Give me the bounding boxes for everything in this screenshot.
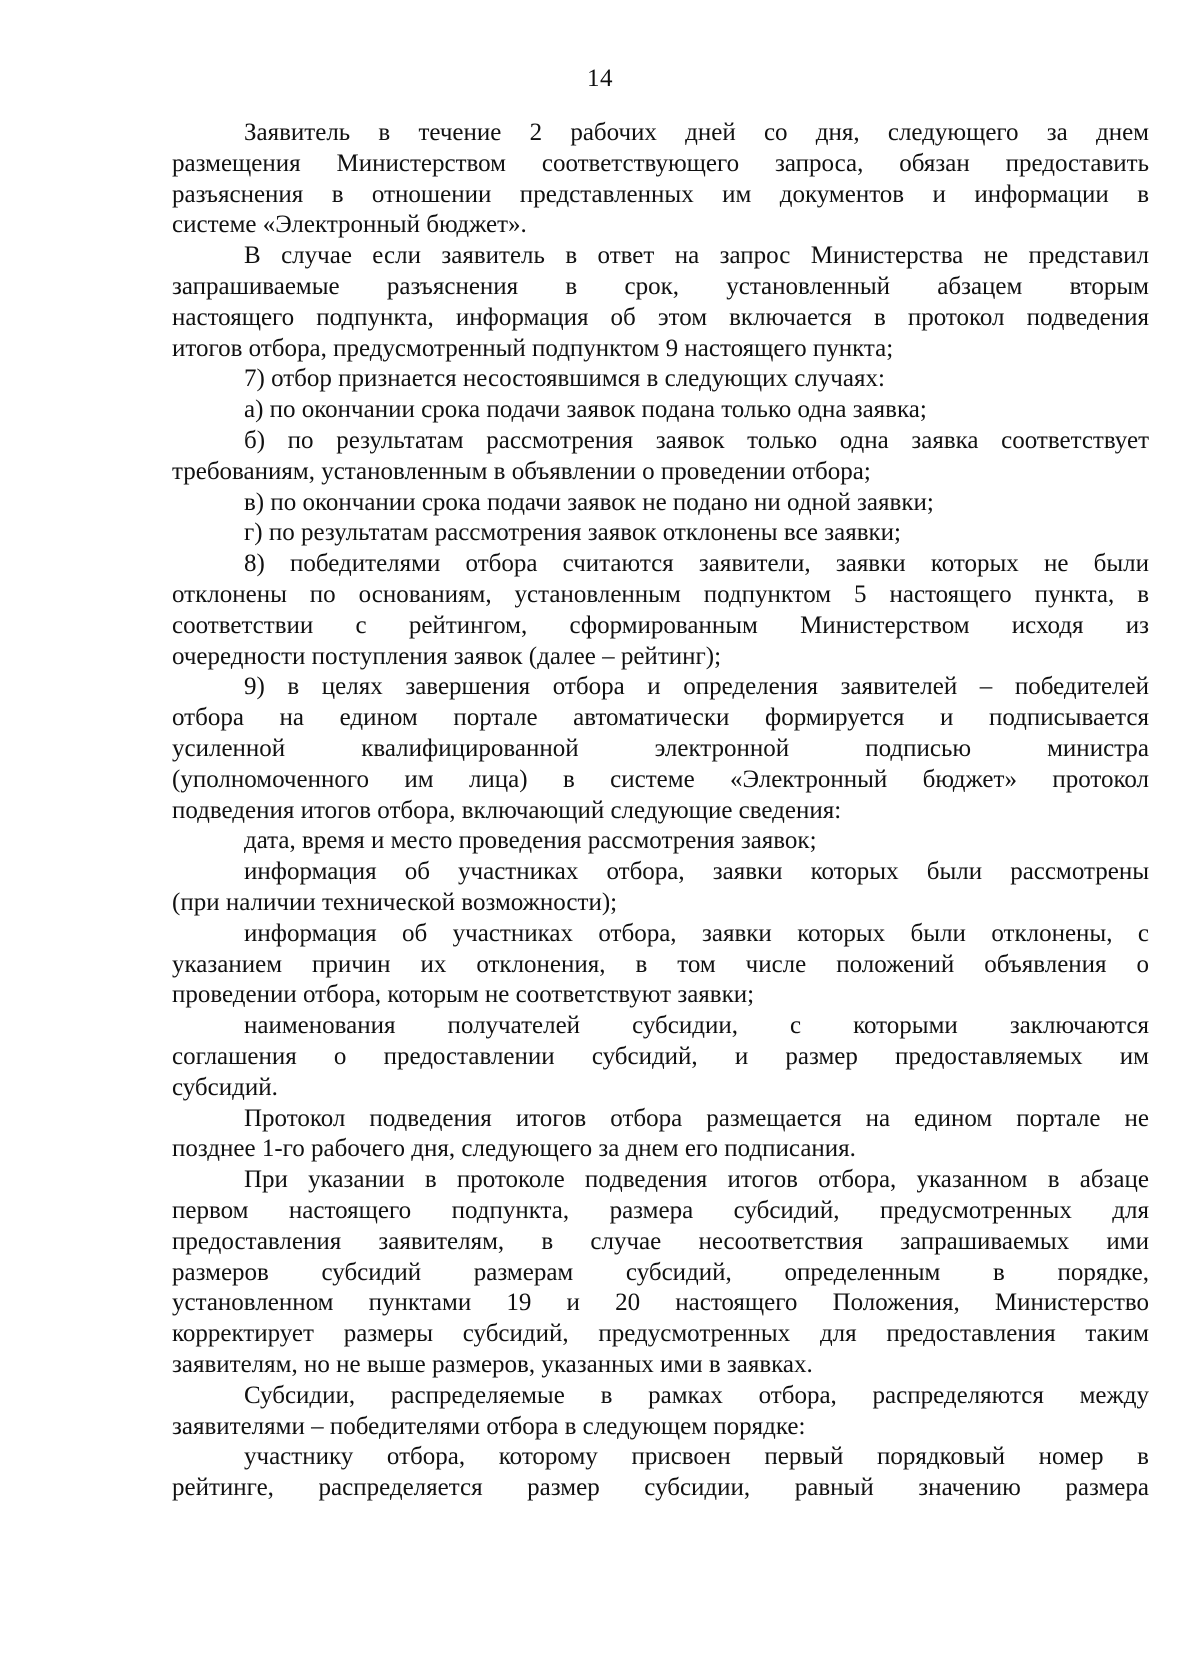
text-line: позднее 1-го рабочего дня, следующего за днем его подписания. (172, 1135, 856, 1163)
text-line: разъяснения в отношении представленных им документов и информации в (172, 180, 1149, 208)
text-line: В случае если заявитель в ответ на запрос Министерства не представил (244, 242, 1149, 270)
text-line: первом настоящего подпункта, размера субсидий, предусмотренных для (172, 1197, 1149, 1224)
text-line: настоящего подпункта, информация об этом включается в протокол подведения (172, 303, 1149, 331)
text-line: соответствии с рейтингом, сформированным Министерством исходя из (172, 611, 1149, 639)
text-line: информация об участниках отбора, заявки которых были отклонены, с (244, 919, 1149, 947)
text-line: размеров субсидий размерам субсидий, определенным в порядке, (172, 1258, 1149, 1286)
text-line: отбора на едином портале автоматически формируется и подписывается (172, 704, 1149, 732)
text-line: Субсидии, распределяемые в рамках отбора, распределяются между (244, 1381, 1149, 1409)
text-line: информация об участниках отбора, заявки которых были рассмотрены (244, 858, 1149, 886)
text-line: подведения итогов отбора, включающий следующие сведения: (172, 796, 842, 824)
text-line: в) по окончании срока подачи заявок не подано ни одной заявки; (244, 488, 934, 516)
text-line: г) по результатам рассмотрения заявок отклонены все заявки; (244, 519, 901, 547)
text-line: (уполномоченного им лица) в системе «Электронный бюджет» протокол (172, 765, 1149, 793)
text-line: предоставления заявителям, в случае несоответствия запрашиваемых ими (172, 1227, 1149, 1255)
text-line: Протокол подведения итогов отбора размещается на едином портале не (244, 1104, 1149, 1132)
text-line: 9) в целях завершения отбора и определения заявителей – победителей (244, 673, 1149, 701)
text-line: (при наличии технической возможности); (172, 889, 618, 916)
text-line: заявителям, но не выше размеров, указанных ими в заявках. (172, 1351, 813, 1378)
text-line: участнику отбора, которому присвоен первый порядковый номер в (244, 1443, 1149, 1471)
text-line: очередности поступления заявок (далее – рейтинг); (172, 642, 722, 670)
text-line: итогов отбора, предусмотренный подпунктом 9 настоящего пункта; (172, 334, 894, 362)
text-line: 7) отбор признается несостоявшимся в следующих случаях: (244, 365, 885, 393)
text-line: отклонены по основаниям, установленным подпунктом 5 настоящего пункта, в (172, 581, 1149, 608)
text-line: системе «Электронный бюджет». (172, 211, 527, 239)
text-line: дата, время и место проведения рассмотрения заявок; (244, 827, 817, 855)
text-line: проведении отбора, которым не соответствуют заявки; (172, 981, 755, 1009)
text-line: указанием причин их отклонения, в том числе положений объявления о (172, 950, 1149, 978)
text-line: корректирует размеры субсидий, предусмотренных для предоставления таким (172, 1320, 1149, 1348)
text-line: усиленной квалифицированной электронной подписью министра (172, 735, 1149, 762)
text-line: а) по окончании срока подачи заявок подана только одна заявка; (244, 396, 927, 424)
text-line: требованиям, установленным в объявлении о проведении отбора; (172, 457, 871, 485)
text-line: б) по результатам рассмотрения заявок только одна заявка соответствует (244, 427, 1149, 454)
page-number: 14 (587, 65, 613, 92)
text-line: запрашиваемые разъяснения в срок, установленный абзацем вторым (172, 273, 1149, 300)
text-line: Заявитель в течение 2 рабочих дней со дня, следующего за днем (244, 119, 1149, 146)
text-line: соглашения о предоставлении субсидий, и размер предоставляемых им (172, 1043, 1149, 1070)
text-line: установленном пунктами 19 и 20 настоящего Положения, Министерство (172, 1289, 1149, 1317)
text-line: заявителями – победителями отбора в следующем порядке: (172, 1412, 806, 1440)
text-line: размещения Министерством соответствующего запроса, обязан предоставить (172, 149, 1149, 177)
text-line: 8) победителями отбора считаются заявители, заявки которых не были (244, 550, 1149, 578)
text-line: наименования получателей субсидии, с которыми заключаются (244, 1012, 1149, 1040)
text-line: рейтинге, распределяется размер субсидии, равный значению размера (172, 1474, 1149, 1502)
text-line: При указании в протоколе подведения итогов отбора, указанном в абзаце (244, 1166, 1149, 1194)
text-line: субсидий. (172, 1073, 278, 1101)
